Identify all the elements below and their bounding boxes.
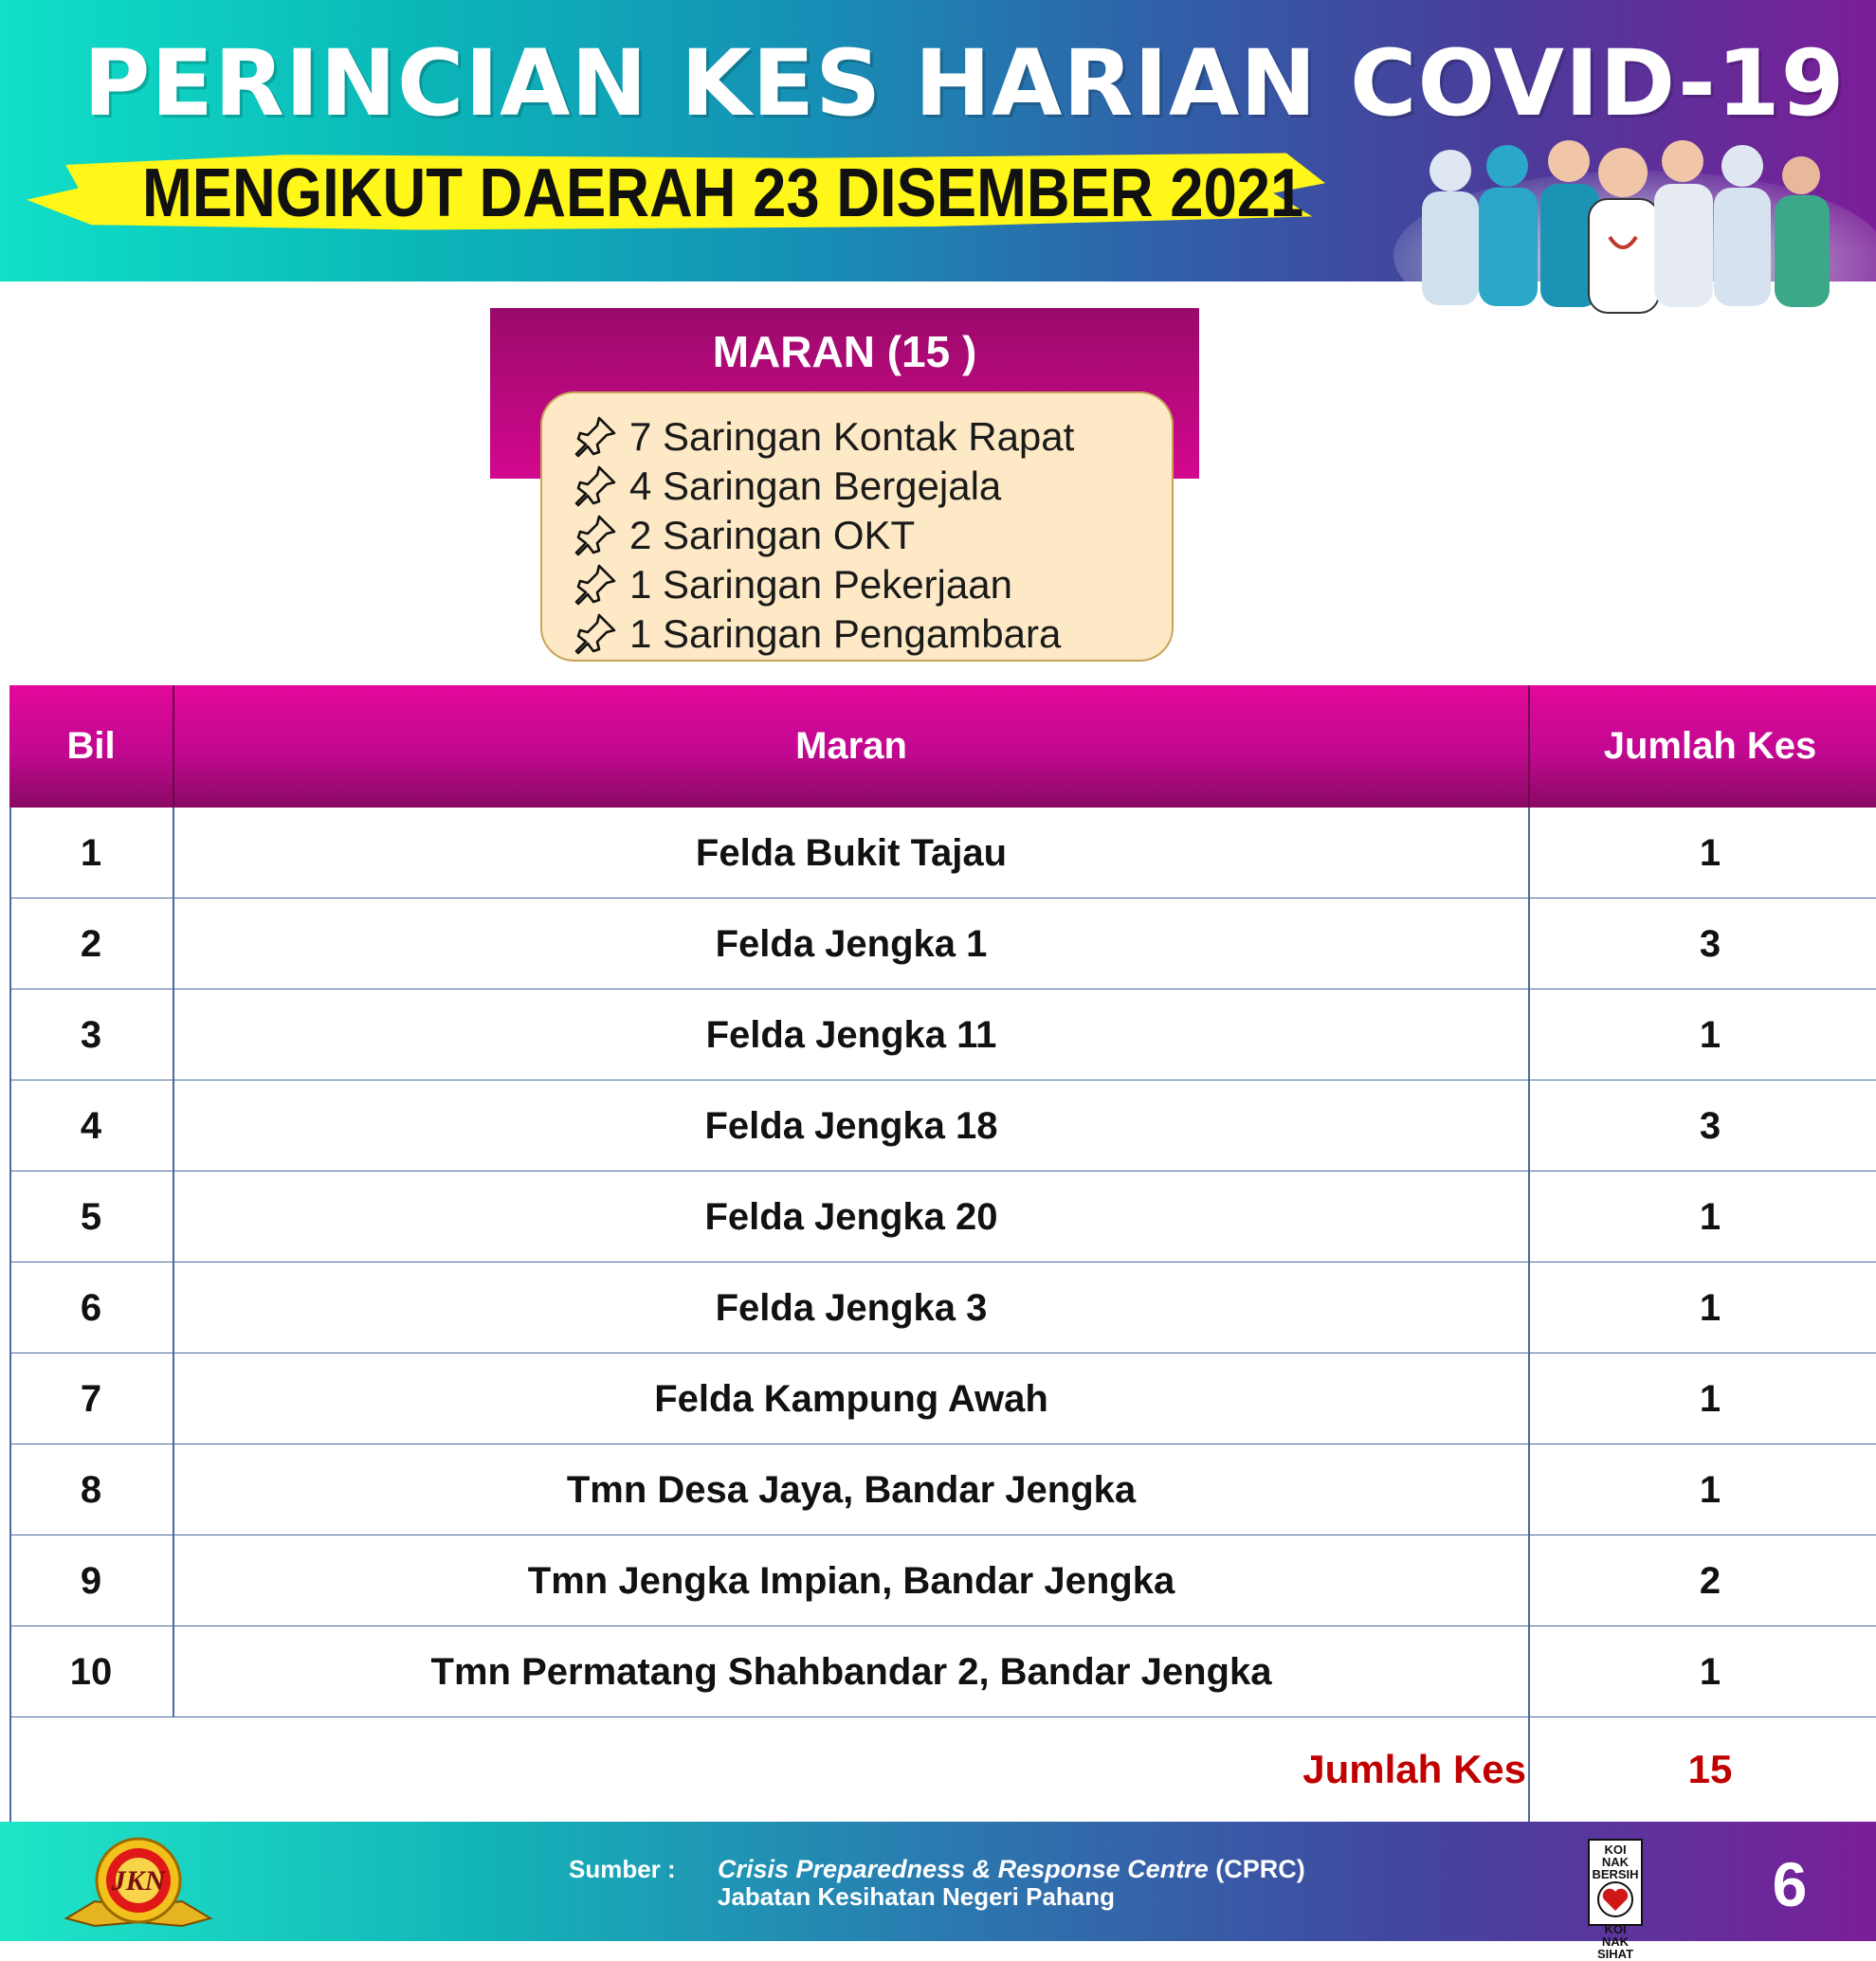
table-row [9,899,1876,990]
header-bil: Bil [66,725,116,767]
pushpin-icon [571,412,620,462]
table-row [9,990,1876,1080]
healthcare-workers-illustration [1365,114,1876,318]
table-row [9,1353,1876,1444]
cell-location: Felda Jengka 3 [715,1286,988,1329]
district-title: MARAN (15 ) [712,327,977,376]
screening-category-box [540,391,1174,662]
pushpin-icon [571,560,620,609]
heart-icon [1596,1880,1634,1918]
badge-top-text: KOI NAK BERSIH [1592,1843,1639,1881]
cell-bil: 9 [80,1559,102,1602]
source-department: Jabatan Kesihatan Negeri Pahang [718,1882,1116,1911]
grid-line [1528,808,1530,1822]
source-org-abbr: (CPRC) [1208,1855,1305,1883]
logo-text: JKN [111,1865,166,1897]
badge-bottom-text: KOI NAK SIHAT [1596,1922,1634,1961]
cell-count: 3 [1699,1104,1721,1147]
page-subtitle: MENGIKUT DAERAH 23 DISEMBER 2021 [142,155,1304,231]
koi-nak-sihat-badge [1588,1839,1643,1961]
header-location: Maran [795,725,907,767]
category-label: 4 Saringan Bergejala [629,463,1002,508]
cell-location: Tmn Desa Jaya, Bandar Jengka [566,1468,1137,1511]
pushpin-icon [571,511,620,560]
total-label: Jumlah Kes [1302,1747,1526,1791]
category-item [571,511,915,560]
pushpin-icon [571,609,620,659]
cell-bil: 10 [69,1650,113,1693]
grid-line [9,808,11,1822]
table-header [9,685,1876,808]
table-row [9,1262,1876,1353]
cell-bil: 6 [80,1286,102,1329]
cell-count: 3 [1699,922,1721,965]
cell-bil: 1 [80,831,102,874]
category-label: 1 Saringan Pengambara [629,611,1062,656]
category-label: 2 Saringan OKT [629,513,916,557]
table-row [9,1535,1876,1626]
cell-count: 1 [1699,1468,1721,1511]
pushpin-icon [571,462,620,511]
cell-bil: 5 [80,1195,102,1238]
table-row [9,1171,1876,1262]
header-total: Jumlah Kes [1603,725,1817,767]
cell-count: 1 [1699,1195,1721,1238]
cell-count: 1 [1699,831,1721,874]
cell-count: 2 [1699,1559,1721,1602]
cell-location: Felda Bukit Tajau [695,831,1008,874]
category-item [571,462,1001,511]
cell-bil: 4 [80,1104,102,1147]
cell-location: Felda Jengka 11 [705,1013,997,1056]
category-item [571,560,1012,609]
source-org-name: Crisis Preparedness & Response Centre [718,1855,1209,1883]
total-value: 15 [1687,1747,1733,1791]
page-title: PERINCIAN KES HARIAN COVID-19 [83,30,1846,136]
category-item [571,609,1061,659]
cell-location: Felda Kampung Awah [654,1377,1048,1420]
cell-count: 1 [1699,1377,1721,1420]
category-label: 7 Saringan Kontak Rapat [629,414,1075,459]
cell-count: 1 [1699,1013,1721,1056]
table-row [9,1444,1876,1535]
cell-count: 1 [1699,1286,1721,1329]
source-label: Sumber : [569,1855,676,1883]
cell-count: 1 [1699,1650,1721,1693]
cell-location: Felda Jengka 18 [704,1104,998,1147]
category-label: 1 Saringan Pekerjaan [629,562,1012,607]
table-row [9,1080,1876,1171]
cell-bil: 8 [80,1468,102,1511]
page-number: 6 [1772,1849,1808,1919]
cell-bil: 7 [80,1377,102,1420]
category-item [571,412,1074,462]
cell-location: Felda Jengka 20 [704,1195,998,1238]
table-row [9,808,1876,899]
jkn-logo [57,1831,220,1935]
cell-location: Tmn Jengka Impian, Bandar Jengka [527,1559,1175,1602]
cell-bil: 2 [80,922,102,965]
cell-bil: 3 [80,1013,102,1056]
cell-location: Felda Jengka 1 [715,922,988,965]
cell-location: Tmn Permatang Shahbandar 2, Bandar Jengka [430,1650,1272,1693]
table-row [9,1626,1876,1717]
grid-line [173,808,174,1717]
